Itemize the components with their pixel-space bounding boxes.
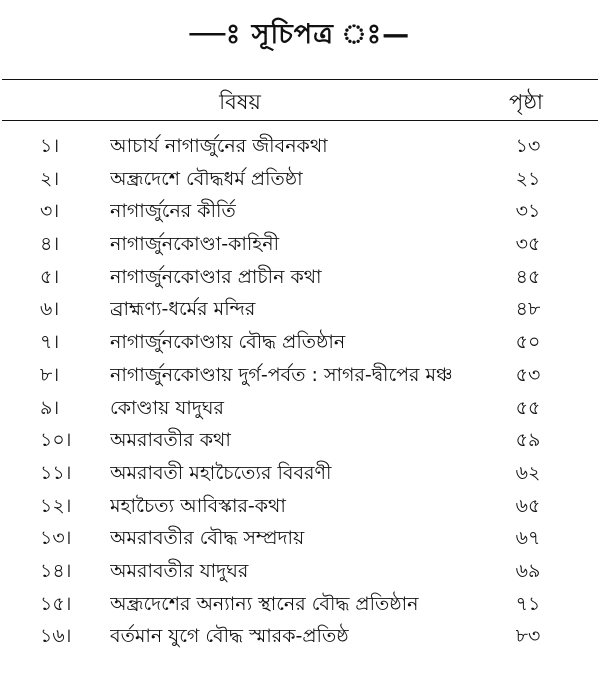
entry-number: ৮। (40, 363, 60, 386)
entry-page-number: ৬৯ (515, 559, 541, 582)
entry-number: ৫। (40, 265, 60, 288)
entry-page-number: ৫৩ (515, 363, 541, 386)
entry-title: অমরাবতীর যাদুঘর (110, 559, 249, 582)
entry-number: ১০। (40, 429, 72, 452)
entry-title: অন্ধ্রদেশের অন্যান্য স্থানের বৌদ্ধ প্রতিষ্ঠান (110, 592, 419, 615)
toc-entry (0, 522, 600, 555)
entry-number: ৯। (40, 396, 60, 419)
entry-page-number: ১৩ (515, 135, 541, 157)
toc-entry (0, 293, 600, 326)
toc-entry (0, 130, 600, 163)
entry-number: ২। (40, 167, 60, 190)
toc-entry (0, 195, 600, 228)
entry-number: ১১। (40, 461, 72, 484)
entry-page-number: ৪৮ (515, 298, 541, 321)
entry-title: কোণ্ডায় যাদুঘর (110, 396, 224, 419)
entry-page-number: ৭১ (515, 592, 541, 615)
toc-entry (0, 228, 600, 261)
header-top-rule (2, 79, 598, 80)
entry-number: ৩। (40, 200, 60, 223)
entry-page-number: ৮৩ (515, 625, 541, 648)
entry-title: বর্তমান যুগে বৌদ্ধ স্মারক-প্রতিষ্ঠ (110, 625, 349, 648)
entry-page-number: ৬৫ (515, 494, 541, 517)
toc-entry (0, 490, 600, 523)
page-title: —ঃ সূচিপত্র ঃ— (189, 19, 411, 50)
entry-page-number: ৩৫ (515, 233, 541, 256)
entry-page-number: ২১ (515, 167, 541, 190)
entry-title: নাগার্জুনকোণ্ডার প্রাচীন কথা (110, 265, 322, 288)
toc-entry (0, 424, 600, 457)
entry-page-number: ৫৫ (515, 396, 541, 419)
entry-number: ১২। (40, 494, 72, 517)
entry-title: নাগার্জুনের কীর্তি (110, 200, 236, 223)
entry-title: নাগার্জুনকোণ্ডায় দুর্গ-পর্বত : সাগর-দ্বীপের মঞ্চ (110, 363, 453, 386)
header-bottom-rule (2, 120, 598, 121)
toc-entry (0, 457, 600, 490)
entry-number: ১৫। (40, 592, 72, 615)
toc-entry (0, 261, 600, 294)
entry-page-number: ৫৯ (515, 429, 541, 452)
entry-page-number: ৪৫ (515, 265, 541, 288)
toc-entry (0, 359, 600, 392)
entry-number: ৭। (40, 331, 60, 354)
entry-title: ব্রাহ্মণ্য-ধর্মের মন্দির (110, 298, 256, 321)
toc-entry (0, 588, 600, 621)
entry-number: ১৪। (40, 559, 72, 582)
entry-title: অমরাবতীর কথা (110, 429, 231, 452)
entry-page-number: ৬২ (515, 461, 541, 484)
toc-entry (0, 555, 600, 588)
entry-title: মহাচৈত্য আবিস্কার-কথা (110, 494, 286, 517)
entry-title: অমরাবতী মহাচৈত্যের বিবরণী (110, 461, 332, 484)
entry-title: অন্ধ্রদেশে বৌদ্ধধর্ম প্রতিষ্ঠা (110, 167, 303, 190)
entry-number: ১৩। (40, 527, 72, 550)
toc-list (0, 130, 600, 653)
column-header-page: পৃষ্ঠা (508, 90, 544, 114)
toc-entry (0, 620, 600, 653)
toc-entry (0, 163, 600, 196)
entry-title: নাগার্জুনকোণ্ডা-কাহিনী (110, 233, 280, 256)
entry-number: ৪। (40, 233, 60, 256)
entry-title: অমরাবতীর বৌদ্ধ সম্প্রদায় (110, 527, 305, 550)
entry-number: ১। (40, 135, 60, 157)
toc-entry (0, 326, 600, 359)
entry-page-number: ৩১ (515, 200, 541, 223)
entry-number: ১৬। (40, 625, 72, 648)
toc-entry (0, 392, 600, 425)
entry-page-number: ৫০ (515, 331, 541, 354)
entry-title: আচার্য নাগার্জুনের জীবনকথা (110, 135, 328, 157)
entry-title: নাগার্জুনকোণ্ডায় বৌদ্ধ প্রতিষ্ঠান (110, 331, 346, 354)
column-header-subject: বিষয় (219, 90, 261, 114)
entry-number: ৬। (40, 298, 60, 321)
entry-page-number: ৬৭ (515, 527, 541, 550)
